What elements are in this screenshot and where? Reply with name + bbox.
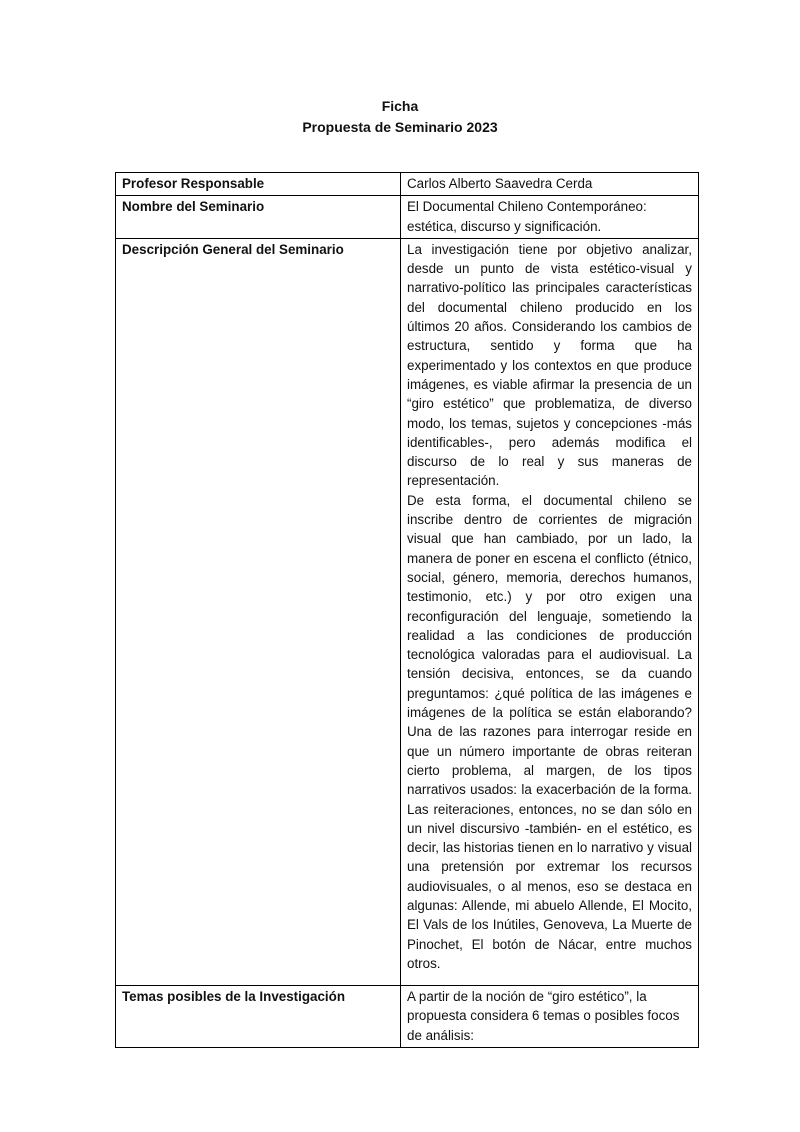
document-header [0,96,800,138]
table-row [116,196,699,239]
row-value-descripcion [401,238,699,985]
row-value-temas: A partir de la noción de “giro estético”, la propuesta considera 6 temas o posibles focos de análisis: [401,986,699,1048]
table-row [116,238,699,985]
table-row [116,173,699,196]
row-label-nombre: Nombre del Seminario [116,196,401,239]
row-label-descripcion: Descripción General del Seminario [116,238,401,985]
row-value-profesor: Carlos Alberto Saavedra Cerda [401,173,699,196]
ficha-table [115,172,699,1048]
row-label-temas: Temas posibles de la Investigación [116,986,401,1048]
descripcion-paragraph-1: La investigación tiene por objetivo analizar, desde un punto de vista estético-visual y narrativo-político las principales características del documental chileno producido en los últimos 20 años. Considerando los cambios de estructura, sentido y forma que ha experimentado y los contextos en que produce imágenes, es viable afirmar la presencia de un “giro estético” que problematiza, de diverso modo, los temas, sujetos y concepciones -más identificables-, pero además modifica el discurso de lo real y sus maneras de representación. [407,241,692,489]
table-row [116,986,699,1048]
descripcion-paragraph-2: De esta forma, el documental chileno se inscribe dentro de corrientes de migración visual que han cambiado, por un lado, la manera de poner en escena el conflicto (étnico, social, género, memoria, derechos humanos, testimonio, etc.) y por otro exigen una reconfiguración del lenguaje, sometiendo la realidad a las condiciones de producción tecnológica valoradas para el audiovisual. La tensión decisiva, entonces, se da cuando preguntamos: ¿qué política de las imágenes e imágenes de la política se están elaborando? Una de las razones para interrogar reside en que un número importante de obras reiteran cierto problema, al margen, de los tipos narrativos usados: la exacerbación de la forma. Las reiteraciones, entonces, no se dan sólo en un nivel discursivo -también- en el estético, es decir, las historias tienen en lo narrativo y visual una pretensión por extremar los recursos audiovisuales, o al menos, eso se destaca en algunas: Allende, mi abuelo Allende, El Mocito, El Vals de los Inútiles, Genoveva, La Muerte de Pinochet, El botón de Nácar, entre muchos otros. [407,492,692,971]
document-subtitle: Propuesta de Seminario 2023 [302,119,498,135]
row-label-profesor: Profesor Responsable [116,173,401,196]
document-title: Ficha [381,98,419,114]
row-value-nombre: El Documental Chileno Contemporáneo: estética, discurso y significación. [401,196,699,239]
